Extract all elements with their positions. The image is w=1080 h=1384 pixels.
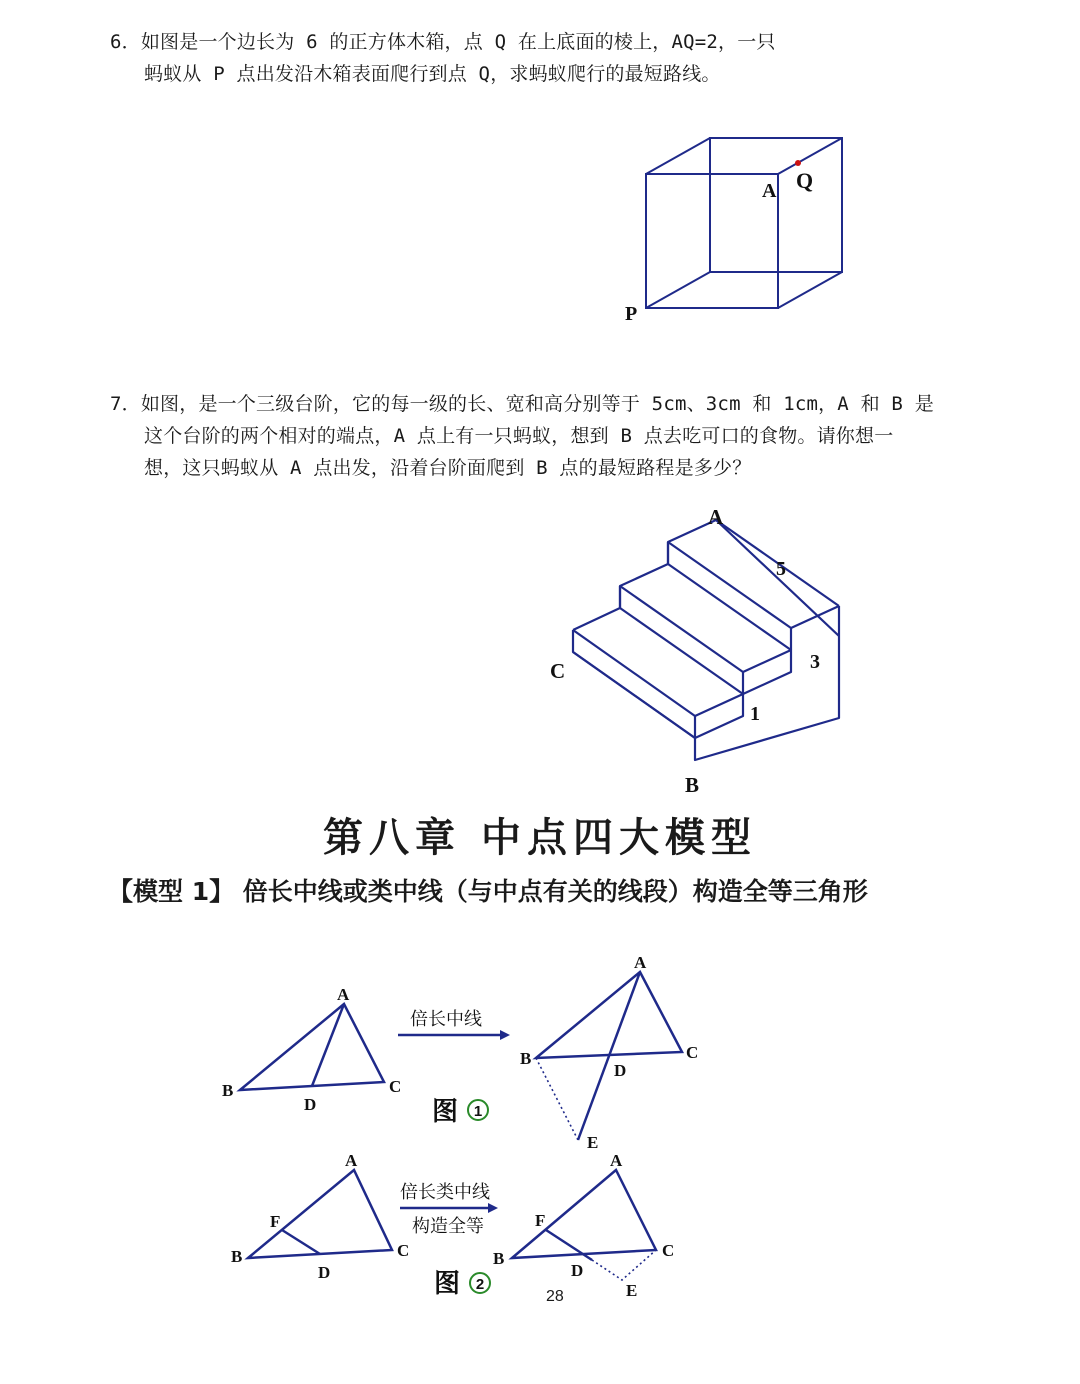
cube-label-a: A xyxy=(762,180,777,202)
cube-edge-bl xyxy=(646,272,710,308)
fig2-right-label-f: F xyxy=(535,1211,546,1230)
cube-label-p: P xyxy=(625,303,638,325)
fig1-arrow-head xyxy=(500,1030,510,1040)
fig1-dotted-be xyxy=(536,1058,578,1140)
fig1-left-label-c: C xyxy=(389,1077,402,1096)
fig2-right-label-e: E xyxy=(626,1281,638,1300)
model-1-title: 【模型 1】 倍长中线或类中线（与中点有关的线段）构造全等三角形 xyxy=(108,877,868,906)
stair-label-3: 3 xyxy=(810,651,820,673)
fig1-right-label-b: B xyxy=(520,1049,532,1068)
figure-1-right-triangle xyxy=(536,972,682,1140)
fig2-right-label-a: A xyxy=(610,1151,623,1170)
cube-front-face xyxy=(646,174,778,308)
page-number: 28 xyxy=(546,1288,564,1305)
fig2-right-label-c: C xyxy=(662,1241,675,1260)
figure-2-right-triangle xyxy=(512,1170,656,1260)
figure-1 xyxy=(222,953,698,1152)
cube-diagram xyxy=(646,138,842,308)
problem-6-line-1: 6．如图是一个边长为 6 的正方体木箱，点 Q 在上底面的棱上，AQ=2，一只 xyxy=(110,31,776,53)
fig1-arrow-label: 倍长中线 xyxy=(410,1009,482,1030)
fig2-right-label-b: B xyxy=(493,1249,505,1268)
fig2-left-label-b: B xyxy=(231,1247,243,1266)
stair-step-2-tread xyxy=(620,586,791,672)
fig1-left-label-b: B xyxy=(222,1081,234,1100)
cube-edge-br xyxy=(778,272,842,308)
fig1-left-label-a: A xyxy=(337,985,350,1004)
fig2-right-label-d: D xyxy=(571,1261,584,1280)
stair-step-2-riser xyxy=(668,564,791,694)
fig1-left-label-d: D xyxy=(304,1095,317,1114)
fig1-right-label-d: D xyxy=(614,1061,627,1080)
fig2-badge-number: 2 xyxy=(475,1276,485,1293)
fig1-caption: 图 xyxy=(432,1097,459,1127)
fig2-dotted-de-ec xyxy=(592,1250,656,1280)
problem-7-line-3: 想，这只蚂蚁从 A 点出发，沿着台阶面爬到 B 点的最短路程是多少？ xyxy=(144,457,752,479)
fig2-caption: 图 xyxy=(434,1269,461,1299)
fig2-left-label-a: A xyxy=(345,1151,358,1170)
stair-label-5: 5 xyxy=(776,558,786,580)
stair-label-a: A xyxy=(708,505,724,529)
fig1-right-label-c: C xyxy=(686,1043,699,1062)
fig1-right-label-e: E xyxy=(587,1133,599,1152)
stair-label-b: B xyxy=(685,773,700,797)
cube-edge-tl xyxy=(646,138,710,174)
fig2-left-label-f: F xyxy=(270,1212,281,1231)
fig1-badge-number: 1 xyxy=(473,1103,483,1120)
stair-label-1: 1 xyxy=(750,703,760,725)
stair-outline-right xyxy=(573,630,839,760)
fig1-right-label-a: A xyxy=(634,953,647,972)
cube-back-face xyxy=(710,138,842,272)
fig2-arrow-label-2: 构造全等 xyxy=(412,1216,484,1237)
point-q-marker xyxy=(795,160,801,166)
fig2-left-label-c: C xyxy=(397,1241,410,1260)
stair-label-c: C xyxy=(550,659,566,683)
fig2-arrow-label-1: 倍长类中线 xyxy=(400,1182,490,1203)
chapter-title: 第八章 中点四大模型 xyxy=(323,814,757,861)
problem-6-line-2: 蚂蚁从 P 点出发沿木箱表面爬行到点 Q，求蚂蚁爬行的最短路线。 xyxy=(144,63,721,85)
stair-bottom-front xyxy=(573,652,695,738)
fig2-arrow-head xyxy=(488,1203,498,1213)
cube-label-q: Q xyxy=(796,168,814,193)
fig2-left-label-d: D xyxy=(318,1263,331,1282)
figure-2 xyxy=(231,1151,674,1300)
stair-step-1-riser xyxy=(620,608,743,738)
problem-7-line-2: 这个台阶的两个相对的端点，A 点上有一只蚂蚁，想到 B 点去吃可口的食物。请你想一 xyxy=(144,425,894,447)
stair-step-1-tread xyxy=(573,630,743,716)
figure-1-left-triangle xyxy=(240,1004,384,1090)
staircase-diagram xyxy=(573,520,839,760)
problem-7-line-1: 7．如图，是一个三级台阶，它的每一级的长、宽和高分别等于 5cm、3cm 和 1cm，A 和 B 是 xyxy=(110,393,934,415)
